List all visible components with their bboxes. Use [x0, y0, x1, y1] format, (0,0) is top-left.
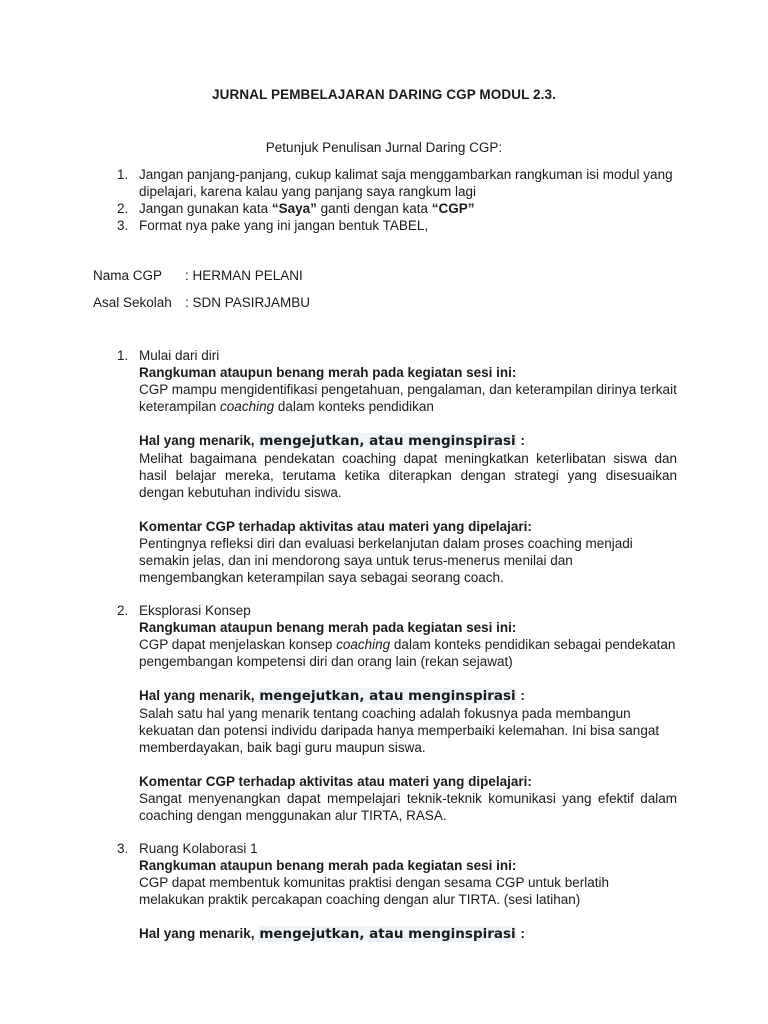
interesting-suffix: :: [516, 433, 525, 448]
instruction-keyword: “Saya”: [271, 201, 317, 216]
summary-label: Rangkuman ataupun benang merah pada kegiatan sesi ini:: [139, 365, 517, 380]
interesting-suffix: :: [516, 688, 525, 703]
instruction-text: Jangan gunakan kata: [139, 201, 272, 216]
summary-label: Rangkuman ataupun benang merah pada kegiatan sesi ini:: [139, 620, 517, 635]
interesting-block: [139, 432, 677, 501]
interesting-prefix: Hal yang menarik,: [139, 688, 259, 703]
comment-block: [139, 773, 677, 824]
comment-block: [139, 518, 677, 586]
section-name: Mulai dari diri: [139, 348, 220, 363]
summary-text-part: CGP mampu mengidentifikasi pengetahuan, pengalaman, dan keterampilan dirinya terkait keterampilan: [139, 382, 677, 414]
journal-section: [117, 602, 677, 824]
summary-block: [139, 364, 677, 415]
interesting-highlight: mengejutkan, atau menginspirasi: [259, 433, 516, 449]
instruction-keyword: “CGP”: [431, 201, 475, 216]
comment-label: Komentar CGP terhadap aktivitas atau materi yang dipelajari:: [139, 774, 532, 789]
section-number: 1.: [117, 348, 129, 363]
interesting-label: [139, 432, 677, 450]
list-number: 1.: [117, 167, 129, 182]
name-value: : HERMAN PELANI: [185, 268, 303, 283]
summary-text: [139, 636, 677, 670]
instructions-heading: Petunjuk Penulisan Jurnal Daring CGP:: [265, 140, 503, 155]
interesting-prefix: Hal yang menarik,: [139, 433, 259, 448]
name-label: Nama CGP: [93, 268, 163, 283]
summary-block: [139, 857, 677, 908]
summary-text: CGP dapat membentuk komunitas praktisi dengan sesama CGP untuk berlatih melakukan praktik percakapan coaching dengan alur TIRTA. (sesi latihan): [139, 875, 610, 907]
instruction-text: Jangan panjang-panjang, cukup kalimat saja menggambarkan rangkuman isi modul yang dipelajari, karena kalau yang panjang saya rangkum lagi: [139, 167, 673, 199]
interesting-text: Salah satu hal yang menarik tentang coaching adalah fokusnya pada membangun kekuatan dan potensi individu daripada hanya memperbaiki kelemahan. Ini bisa sangat memberdayakan, baik bagi guru maupun siswa.: [139, 706, 660, 755]
section-number: 3.: [117, 841, 129, 856]
instruction-item: [117, 217, 687, 234]
instructions-list: [117, 166, 687, 234]
interesting-suffix: :: [516, 926, 525, 941]
school-value: : SDN PASIRJAMBU: [185, 295, 311, 310]
summary-emphasis: coaching: [336, 637, 391, 652]
section-number: 2.: [117, 603, 129, 618]
journal-section: [117, 840, 677, 943]
summary-block: [139, 619, 677, 670]
instruction-text: Format nya pake yang ini jangan bentuk TABEL,: [139, 218, 429, 233]
interesting-highlight: mengejutkan, atau menginspirasi: [259, 688, 516, 704]
instruction-item: [117, 200, 687, 217]
comment-text: Pentingnya refleksi diri dan evaluasi berkelanjutan dalam proses coaching menjadi semakin jelas, dan ini mendorong saya untuk terus-menerus menilai dan mengembangkan keterampilan saya sebagai seorang coach.: [139, 536, 633, 585]
interesting-text: Melihat bagaimana pendekatan coaching dapat meningkatkan keterlibatan siswa dan hasil belajar mereka, terutama ketika diterapkan dengan strategi yang disesuaikan dengan kebutuhan individu siswa.: [139, 451, 677, 500]
summary-text: [139, 381, 677, 415]
document-title: JURNAL PEMBELAJARAN DARING CGP MODUL 2.3.: [212, 87, 556, 102]
identity-school: [93, 295, 310, 310]
interesting-block: [139, 925, 677, 943]
summary-text-part: dalam konteks pendidikan: [274, 399, 434, 414]
summary-label: Rangkuman ataupun benang merah pada kegiatan sesi ini:: [139, 858, 517, 873]
interesting-label: [139, 925, 677, 943]
journal-section: [117, 347, 677, 586]
interesting-block: [139, 687, 677, 756]
summary-emphasis: coaching: [220, 399, 275, 414]
school-label: Asal Sekolah: [93, 295, 172, 310]
section-name: Ruang Kolaborasi 1: [139, 841, 258, 856]
journal-sections: [117, 347, 677, 959]
summary-text-part: dalam konteks pendidikan sebagai pendekatan pengembangan kompetensi diri dan orang lain (rekan sejawat): [139, 637, 676, 669]
comment-label: Komentar CGP terhadap aktivitas atau materi yang dipelajari:: [139, 519, 532, 534]
summary-text-part: CGP dapat menjelaskan konsep: [139, 637, 337, 652]
comment-text: Sangat menyenangkan dapat mempelajari teknik-teknik komunikasi yang efektif dalam coaching dengan menggunakan alur TIRTA, RASA.: [139, 791, 677, 823]
identity-name: [93, 268, 303, 283]
interesting-prefix: Hal yang menarik,: [139, 926, 259, 941]
list-number: 2.: [117, 201, 129, 216]
list-number: 3.: [117, 218, 129, 233]
instruction-item: [117, 166, 687, 200]
section-name: Eksplorasi Konsep: [139, 603, 251, 618]
interesting-label: [139, 687, 677, 705]
interesting-highlight: mengejutkan, atau menginspirasi: [259, 926, 516, 942]
instruction-text: ganti dengan kata: [316, 201, 432, 216]
